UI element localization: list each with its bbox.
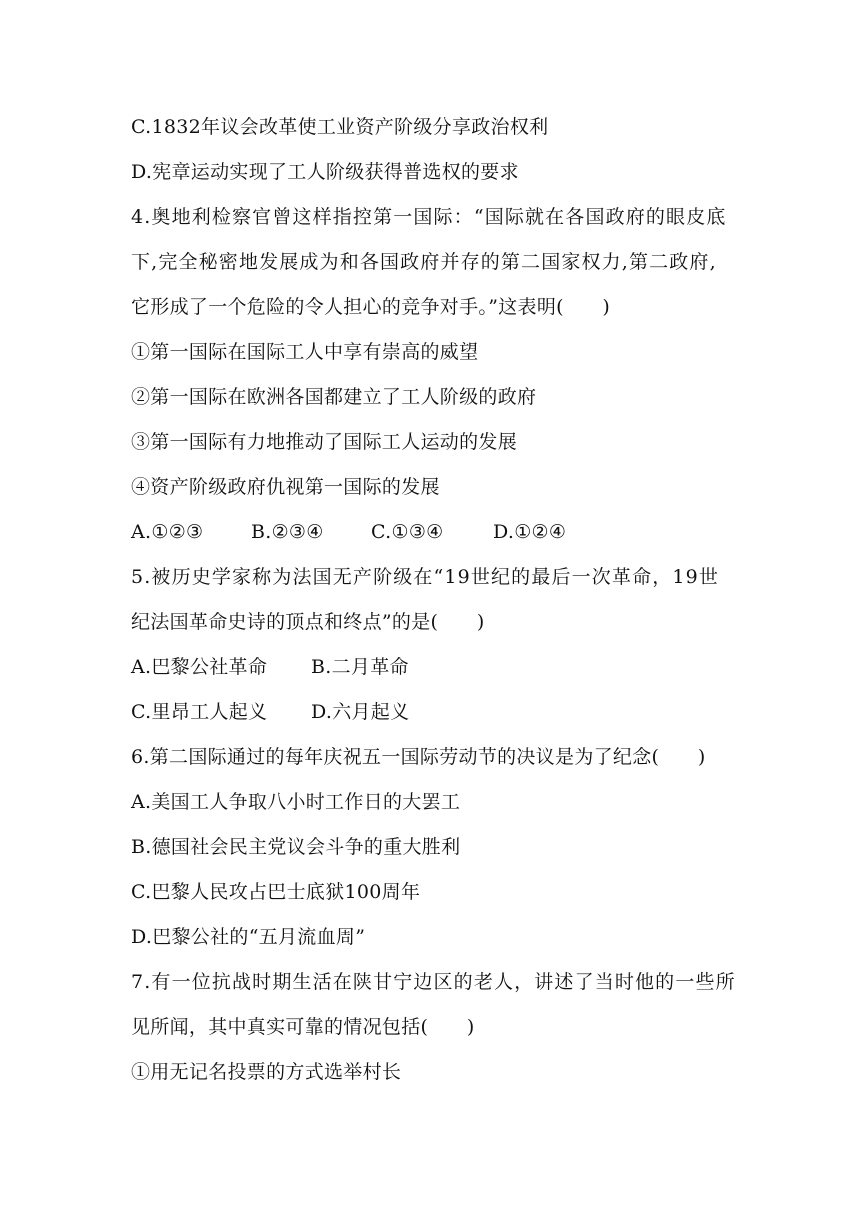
q3-option-d: D.宪章运动实现了工人阶级获得普选权的要求 <box>131 161 519 183</box>
q4-stem-line-2: 下,完全秘密地发展成为和各国政府并存的第二国家权力,第二政府, <box>131 251 717 273</box>
q6-stem: 6.第二国际通过的每年庆祝五一国际劳动节的决议是为了纪念( ) <box>131 746 706 768</box>
q4-option-d: D.①②④ <box>493 521 567 543</box>
q4-stem-line-1: 4.奥地利检察官曾这样指控第一国际：“国际就在各国政府的眼皮底 <box>131 206 727 228</box>
q4-statement-4: ④资产阶级政府仇视第一国际的发展 <box>131 476 440 498</box>
q4-option-a: A.①②③ <box>131 521 204 543</box>
q4-option-b: B.②③④ <box>251 521 324 543</box>
q4-statement-2: ②第一国际在欧洲各国都建立了工人阶级的政府 <box>131 386 537 408</box>
q4-stem-line-3: 它形成了一个危险的令人担心的竞争对手。”这表明( ) <box>131 296 611 318</box>
q6-option-b: B.德国社会民主党议会斗争的重大胜利 <box>131 836 461 858</box>
q7-stem-line-2: 见所闻，其中真实可靠的情况包括( ) <box>131 1016 475 1038</box>
q7-statement-1: ①用无记名投票的方式选举村长 <box>131 1061 402 1083</box>
q5-stem-line-2: 纪法国革命史诗的顶点和终点”的是( ) <box>131 611 485 633</box>
q3-option-c: C.1832年议会改革使工业资产阶级分享政治权利 <box>131 116 549 138</box>
q6-option-d: D.巴黎公社的“五月流血周” <box>131 926 366 948</box>
q4-statement-1: ①第一国际在国际工人中享有崇高的威望 <box>131 341 479 363</box>
q5-stem-line-1: 5.被历史学家称为法国无产阶级在“19世纪的最后一次革命，19世 <box>131 566 719 588</box>
q5-option-b: B.二月革命 <box>311 656 409 678</box>
q5-options-row-2 <box>131 700 731 724</box>
q6-option-c: C.巴黎人民攻占巴士底狱100周年 <box>131 881 421 903</box>
q5-option-c: C.里昂工人起义 <box>131 701 268 723</box>
q7-stem-line-1: 7.有一位抗战时期生活在陕甘宁边区的老人，讲述了当时他的一些所 <box>131 971 736 993</box>
q4-options-row <box>131 520 731 544</box>
q4-statement-3: ③第一国际有力地推动了国际工人运动的发展 <box>131 431 518 453</box>
q6-option-a: A.美国工人争取八小时工作日的大罢工 <box>131 791 461 813</box>
q4-option-c: C.①③④ <box>371 521 444 543</box>
q5-option-d: D.六月起义 <box>311 701 410 723</box>
q5-option-a: A.巴黎公社革命 <box>131 656 268 678</box>
q5-options-row-1 <box>131 655 731 679</box>
